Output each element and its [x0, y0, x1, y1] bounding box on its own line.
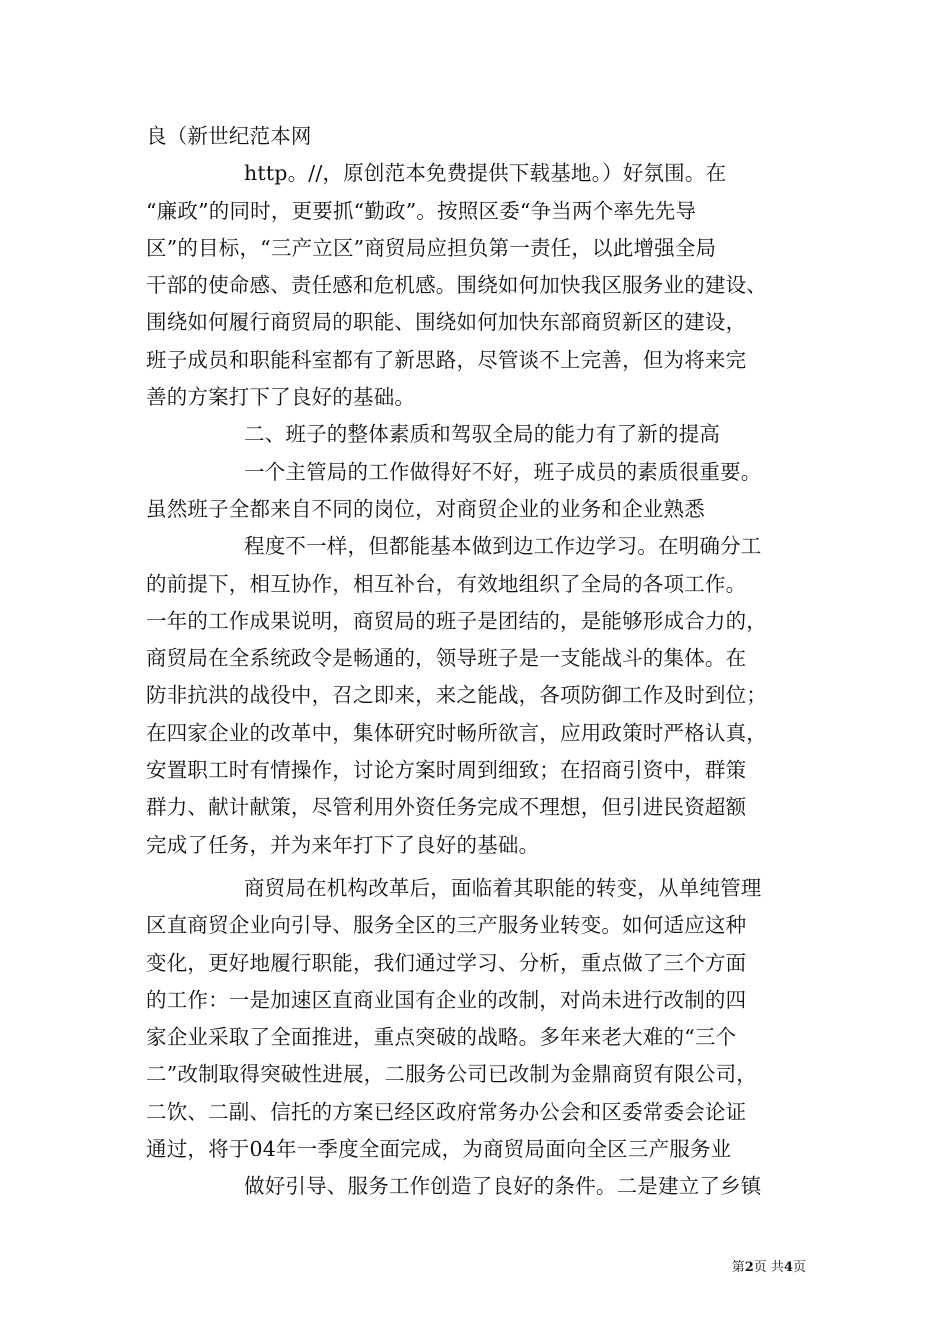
text-line: 二”改制取得突破性进展，二服务公司已改制为金鼎商贸有限公司， [146, 1062, 757, 1087]
text-line: 程度不一样，但都能基本做到边工作边学习。在明确分工 [244, 534, 762, 559]
footer-suffix: 页 [792, 1260, 806, 1275]
text-line: 做好引导、服务工作创造了良好的条件。二是建立了乡镇 [244, 1174, 762, 1199]
footer-page-number: 2 [744, 1260, 754, 1275]
text-line: 虽然班子全都来自不同的岗位，对商贸企业的业务和企业熟悉 [146, 496, 705, 521]
text-line: 良（新世纪范本网 [146, 124, 312, 148]
text-line: 安置职工时有情操作，讨论方案时周到细致；在招商引资中，群策 [146, 758, 747, 783]
text-line: http。//，原创范本免费提供下载基地。）好氛围。在 [244, 161, 727, 186]
text-line: 在四家企业的改革中，集体研究时畅所欲言，应用政策时严格认真， [146, 720, 767, 745]
text-line: 完成了任务，并为来年打下了良好的基础。 [146, 832, 540, 857]
page-footer [732, 1260, 806, 1276]
text-line: 商贸局在全系统政令是畅通的，领导班子是一支能战斗的集体。在 [146, 646, 747, 671]
text-line: 通过，将于04年一季度全面完成，为商贸局面向全区三产服务业 [146, 1137, 732, 1162]
text-line: 一个主管局的工作做得好不好，班子成员的素质很重要。 [244, 459, 762, 484]
document-body [146, 118, 826, 1206]
text-line: 变化，更好地履行职能，我们通过学习、分析，重点做了三个方面 [146, 950, 747, 975]
text-line: 家企业采取了全面推进，重点突破的战略。多年来老大难的“三个 [146, 1025, 737, 1050]
text-line: 班子成员和职能科室都有了新思路，尽管谈不上完善，但为将来完 [146, 347, 747, 372]
text-line: 防非抗洪的战役中，召之即来，来之能战，各项防御工作及时到位； [146, 683, 767, 708]
text-line: 一年的工作成果说明，商贸局的班子是团结的，是能够形成合力的， [146, 608, 767, 633]
footer-total-pages: 4 [783, 1260, 793, 1275]
text-line: 商贸局在机构改革后，面临着其职能的转变，从单纯管理 [244, 875, 762, 900]
text-line: 干部的使命感、责任感和危机感。围绕如何加快我区服务业的建设、 [146, 273, 767, 298]
text-line: 二饮、二副、信托的方案已经区政府常务办公会和区委常委会论证 [146, 1099, 747, 1124]
section-heading: 二、班子的整体素质和驾驭全局的能力有了新的提高 [244, 422, 721, 447]
footer-prefix: 第 [731, 1260, 745, 1275]
text-line: “廉政”的同时，更要抓“勤政”。按照区委“争当两个率先先导 [146, 198, 697, 223]
text-line: 围绕如何履行商贸局的职能、围绕如何加快东部商贸新区的建设， [146, 310, 747, 335]
text-line: 的工作：一是加速区直商业国有企业的改制，对尚未进行改制的四 [146, 987, 747, 1012]
text-line: 群力、献计献策，尽管利用外资任务完成不理想，但引进民资超额 [146, 795, 747, 820]
text-line: 善的方案打下了良好的基础。 [146, 385, 416, 410]
text-line: 的前提下，相互协作，相互补台，有效地组织了全局的各项工作。 [146, 571, 747, 596]
footer-middle: 页 共 [753, 1260, 784, 1275]
text-line: 区直商贸企业向引导、服务全区的三产服务业转变。如何适应这种 [146, 913, 747, 938]
text-line: 区”的目标，“三产立区”商贸局应担负第一责任，以此增强全局 [146, 235, 717, 260]
